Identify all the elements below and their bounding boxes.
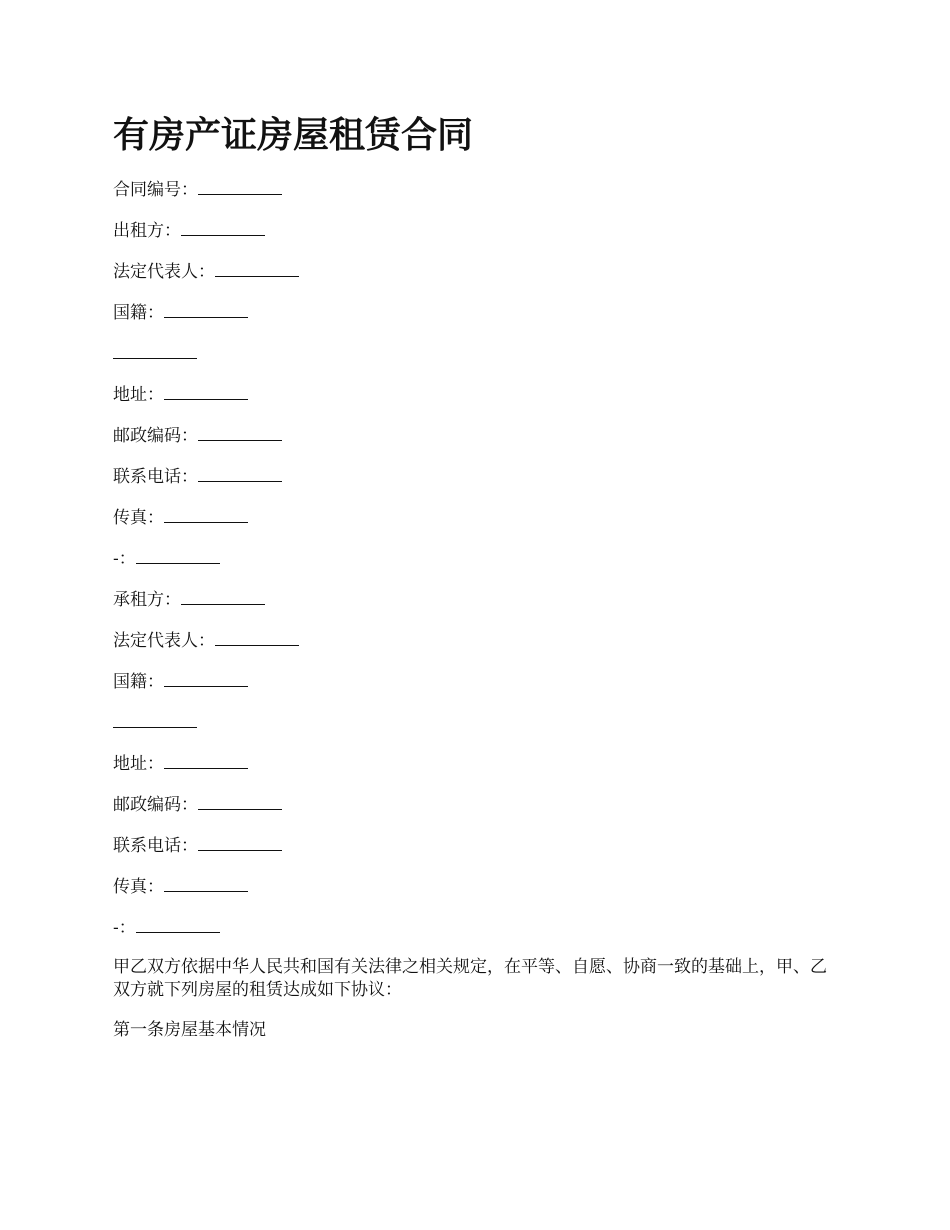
field-label: 联系电话：	[113, 836, 198, 856]
field-label: 地址：	[113, 754, 164, 774]
fill-blank[interactable]	[136, 546, 220, 564]
field-label: -：	[113, 549, 136, 569]
field-lessee-address	[113, 751, 843, 775]
field-label: 合同编号：	[113, 180, 198, 200]
fill-blank[interactable]	[181, 587, 265, 605]
field-label: 邮政编码：	[113, 795, 198, 815]
field-label: 法定代表人：	[113, 631, 215, 651]
field-lessor-postcode	[113, 423, 843, 447]
field-lessor-extra	[113, 341, 843, 365]
fill-blank[interactable]	[164, 382, 248, 400]
fill-blank[interactable]	[198, 464, 282, 482]
field-label: 地址：	[113, 385, 164, 405]
field-lessor-legal-rep	[113, 259, 843, 283]
field-lessee-phone	[113, 833, 843, 857]
field-label: 法定代表人：	[113, 262, 215, 282]
field-lessee-legal-rep	[113, 628, 843, 652]
fill-blank[interactable]	[181, 218, 265, 236]
field-label: 联系电话：	[113, 467, 198, 487]
field-lessor-address	[113, 382, 843, 406]
field-lessor-fax	[113, 505, 843, 529]
field-contract-number	[113, 177, 843, 201]
fill-blank[interactable]	[164, 751, 248, 769]
fill-blank[interactable]	[198, 423, 282, 441]
field-lessor-phone	[113, 464, 843, 488]
document-title: 有房产证房屋租赁合同	[113, 115, 474, 156]
fill-blank[interactable]	[215, 628, 299, 646]
field-lessee-fax	[113, 874, 843, 898]
fill-blank[interactable]	[113, 341, 197, 359]
field-lessee	[113, 587, 843, 611]
field-label: 传真：	[113, 877, 164, 897]
fill-blank[interactable]	[198, 833, 282, 851]
fill-blank[interactable]	[198, 792, 282, 810]
fill-blank[interactable]	[164, 505, 248, 523]
field-lessee-postcode	[113, 792, 843, 816]
field-label: 邮政编码：	[113, 426, 198, 446]
field-lessor-dash	[113, 546, 843, 570]
field-lessee-dash	[113, 915, 843, 939]
field-label: 出租方：	[113, 221, 181, 241]
fill-blank[interactable]	[164, 874, 248, 892]
fill-blank[interactable]	[164, 300, 248, 318]
fill-blank[interactable]	[113, 710, 197, 728]
intro-paragraph: 甲乙双方依据中华人民共和国有关法律之相关规定，在平等、自愿、协商一致的基础上，甲、乙双方就下列房屋的租赁达成如下协议：	[113, 957, 827, 1000]
contract-fields	[113, 177, 843, 939]
section-heading: 第一条房屋基本情况	[113, 1020, 266, 1040]
fill-blank[interactable]	[136, 915, 220, 933]
field-lessee-extra	[113, 710, 843, 734]
fill-blank[interactable]	[164, 669, 248, 687]
field-label: -：	[113, 918, 136, 938]
field-lessor-nationality	[113, 300, 843, 324]
field-label: 传真：	[113, 508, 164, 528]
field-label: 承租方：	[113, 590, 181, 610]
field-label: 国籍：	[113, 672, 164, 692]
fill-blank[interactable]	[198, 177, 282, 195]
field-label: 国籍：	[113, 303, 164, 323]
fill-blank[interactable]	[215, 259, 299, 277]
document-page	[113, 112, 843, 1059]
field-lessee-nationality	[113, 669, 843, 693]
field-lessor	[113, 218, 843, 242]
